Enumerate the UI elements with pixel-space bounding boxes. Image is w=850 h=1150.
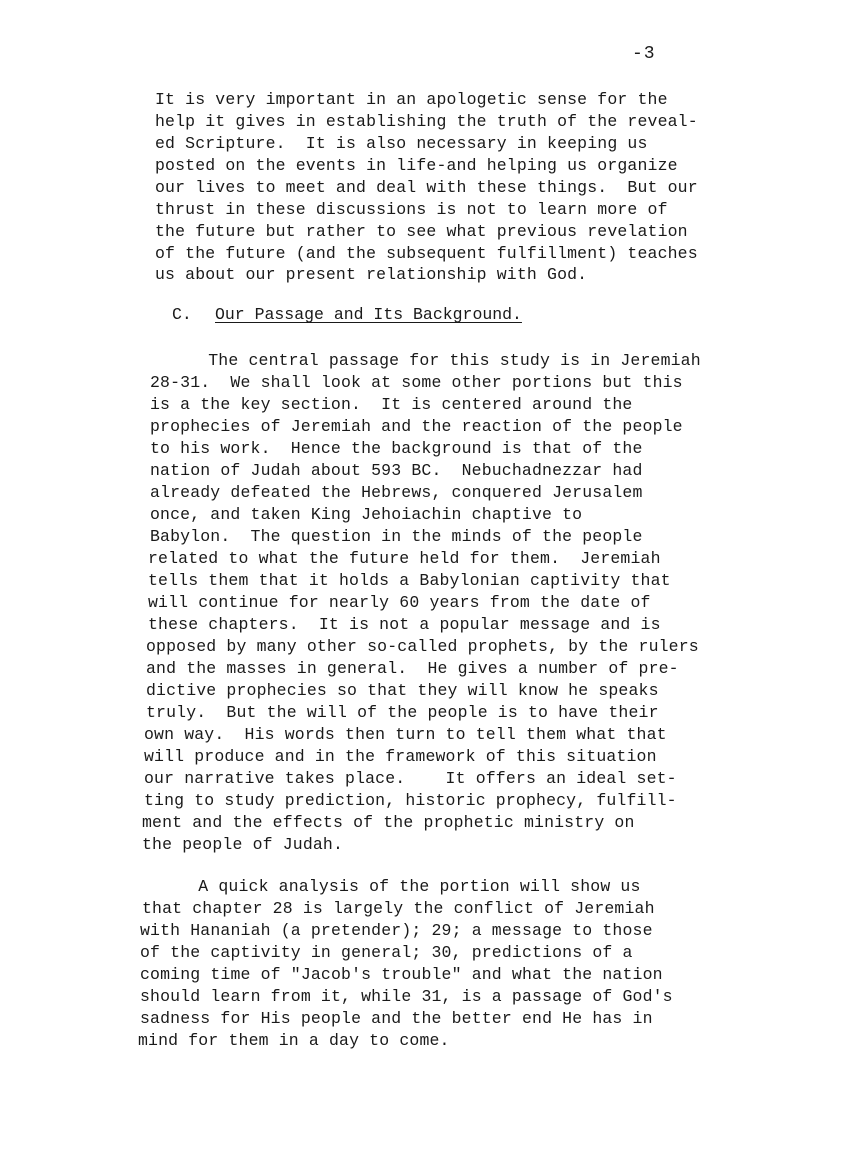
paragraph-3-line: sadness for His people and the better end He has in [140, 1009, 653, 1028]
paragraph-2-line: and the masses in general. He gives a number of pre- [146, 659, 679, 678]
paragraph-2-line: ting to study prediction, historic prophecy, fulfill- [144, 791, 677, 810]
paragraph-2-line: to his work. Hence the background is that of the [150, 439, 643, 458]
paragraph-1-line: It is very important in an apologetic sense for the [155, 90, 668, 109]
paragraph-3-line: should learn from it, while 31, is a passage of God's [140, 987, 673, 1006]
paragraph-1-line: posted on the events in life-and helping us organize [155, 156, 678, 175]
paragraph-2-line: already defeated the Hebrews, conquered Jerusalem [150, 483, 643, 502]
paragraph-1-line: thrust in these discussions is not to learn more of [155, 200, 668, 219]
paragraph-2-line: 28-31. We shall look at some other portions but this [150, 373, 683, 392]
paragraph-2-line: will produce and in the framework of this situation [144, 747, 657, 766]
paragraph-3-line: coming time of "Jacob's trouble" and what the nation [140, 965, 663, 984]
paragraph-1-line: the future but rather to see what previous revelation [155, 222, 688, 241]
paragraph-2-line: tells them that it holds a Babylonian captivity that [148, 571, 671, 590]
section-label: C. [172, 305, 192, 324]
paragraph-2-line: prophecies of Jeremiah and the reaction of the people [150, 417, 683, 436]
paragraph-3-line: that chapter 28 is largely the conflict of Jeremiah [142, 899, 655, 918]
paragraph-2-line: once, and taken King Jehoiachin chaptive to [150, 505, 583, 524]
paragraph-1-line: of the future (and the subsequent fulfillment) teaches [155, 244, 698, 263]
paragraph-2-line: The central passage for this study is in Jeremiah [158, 351, 701, 370]
paragraph-2-line: these chapters. It is not a popular message and is [148, 615, 661, 634]
paragraph-2-line: ment and the effects of the prophetic ministry on [142, 813, 635, 832]
paragraph-3-line: mind for them in a day to come. [138, 1031, 450, 1050]
paragraph-3-line: with Hananiah (a pretender); 29; a message to those [140, 921, 653, 940]
paragraph-2-line: dictive prophecies so that they will know he speaks [146, 681, 659, 700]
paragraph-3-line: A quick analysis of the portion will show us [148, 877, 641, 896]
paragraph-1-line: our lives to meet and deal with these things. But our [155, 178, 698, 197]
paragraph-1-line: help it gives in establishing the truth of the reveal- [155, 112, 698, 131]
paragraph-2-line: nation of Judah about 593 BC. Nebuchadnezzar had [150, 461, 643, 480]
paragraph-2-line: truly. But the will of the people is to have their [146, 703, 659, 722]
paragraph-2-line: our narrative takes place. It offers an ideal set- [144, 769, 677, 788]
paragraph-1-line: ed Scripture. It is also necessary in keeping us [155, 134, 648, 153]
paragraph-1-line: us about our present relationship with God. [155, 265, 588, 284]
paragraph-2-line: opposed by many other so-called prophets, by the rulers [146, 637, 699, 656]
paragraph-2-line: own way. His words then turn to tell them what that [144, 725, 667, 744]
paragraph-2-line: related to what the future held for them. Jeremiah [148, 549, 661, 568]
paragraph-3-line: of the captivity in general; 30, predictions of a [140, 943, 633, 962]
paragraph-2-line: will continue for nearly 60 years from the date of [148, 593, 651, 612]
paragraph-2-line: Babylon. The question in the minds of the people [150, 527, 643, 546]
paragraph-2-line: the people of Judah. [142, 835, 344, 854]
page-number: -3 [632, 44, 656, 64]
paragraph-2-line: is a the key section. It is centered around the [150, 395, 633, 414]
section-title: Our Passage and Its Background. [215, 305, 522, 324]
